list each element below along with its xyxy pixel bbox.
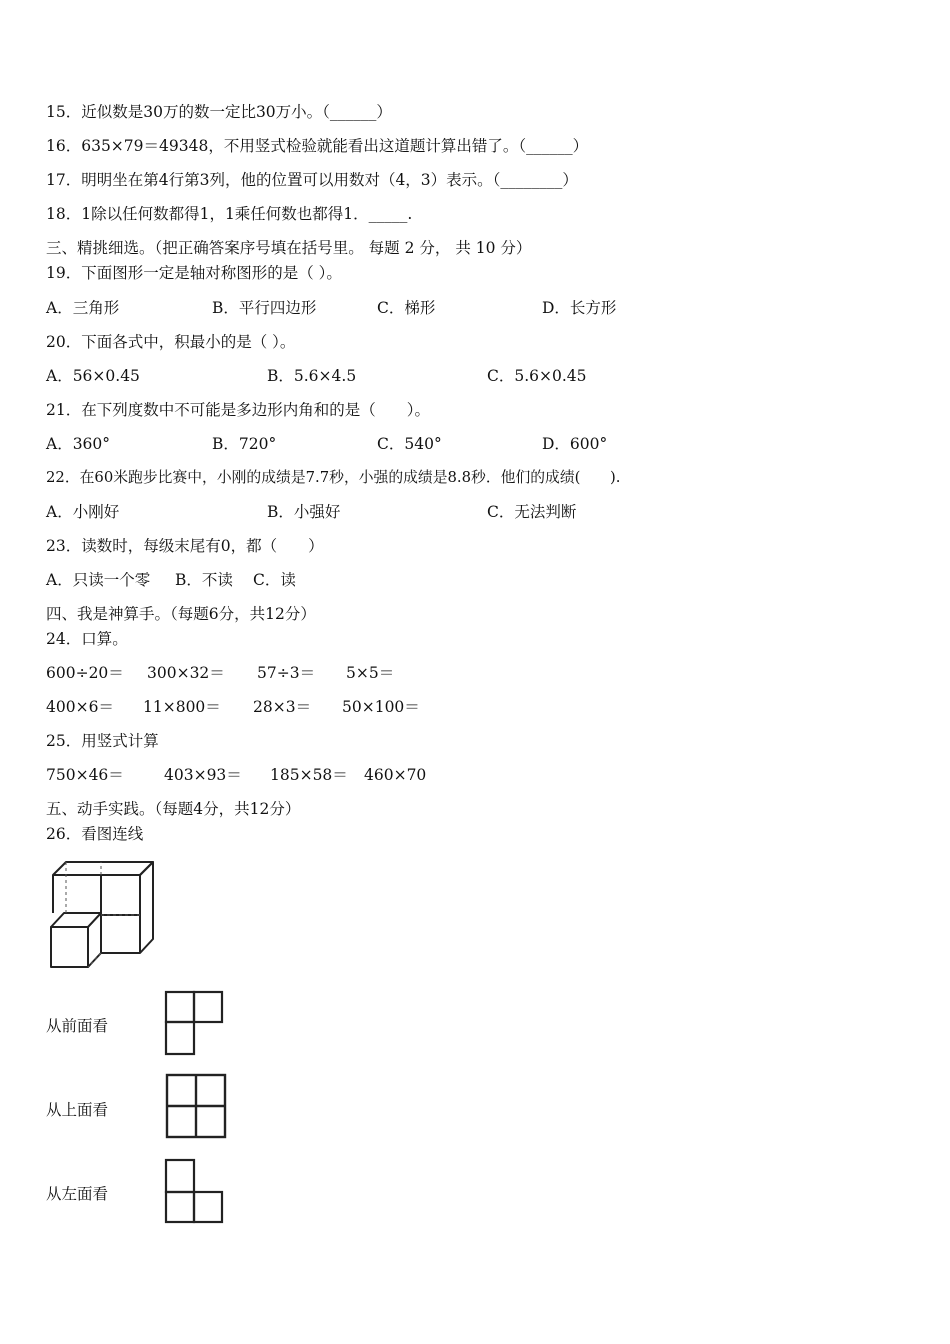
question-19-option-c: C．梯形 bbox=[377, 299, 436, 317]
mental-calc-item: 57÷3＝ bbox=[257, 664, 316, 682]
top-view-shape bbox=[162, 1071, 230, 1141]
question-22-option-c: C．无法判断 bbox=[487, 503, 577, 521]
vertical-calc-item: 403×93＝ bbox=[164, 766, 242, 784]
question-15: 15．近似数是30万的数一定比30万小。（______） bbox=[46, 103, 392, 121]
mental-calc-item: 300×32＝ bbox=[147, 664, 225, 682]
section-4-heading: 四、我是神算手。（每题6分，共12分） bbox=[46, 605, 316, 623]
question-21-option-b: B．720° bbox=[212, 435, 277, 453]
vertical-calc-item: 185×58＝ bbox=[270, 766, 348, 784]
question-22-option-a: A．小刚好 bbox=[46, 503, 120, 521]
question-19-option-a: A．三角形 bbox=[46, 299, 120, 317]
front-view-label: 从前面看 bbox=[46, 1017, 109, 1035]
question-25-stem: 25．用竖式计算 bbox=[46, 732, 159, 750]
question-20-option-a: A．56×0.45 bbox=[46, 367, 140, 385]
question-21-option-c: C．540° bbox=[377, 435, 442, 453]
question-19-stem: 19．下面图形一定是轴对称图形的是（ ）。 bbox=[46, 264, 342, 282]
question-23-stem: 23．读数时，每级末尾有0，都（ ） bbox=[46, 537, 324, 555]
cube-stack-figure bbox=[44, 855, 162, 973]
question-26-stem: 26．看图连线 bbox=[46, 825, 144, 843]
question-17: 17．明明坐在第4行第3列，他的位置可以用数对（4，3）表示。（________） bbox=[46, 171, 578, 189]
question-22-stem: 22．在60米跑步比赛中，小刚的成绩是7.7秒，小强的成绩是8.8秒．他们的成绩( ). bbox=[46, 469, 621, 486]
question-23-option-c: C．读 bbox=[253, 571, 296, 589]
question-20-option-c: C．5.6×0.45 bbox=[487, 367, 587, 385]
question-19-option-b: B．平行四边形 bbox=[212, 299, 317, 317]
left-view-shape bbox=[162, 1156, 228, 1226]
question-23-option-a: A．只读一个零 bbox=[46, 571, 151, 589]
question-21-option-d: D．600° bbox=[542, 435, 608, 453]
front-view-shape bbox=[162, 988, 226, 1058]
mental-calc-item: 400×6＝ bbox=[46, 698, 114, 716]
vertical-calc-item: 460×70 bbox=[364, 766, 427, 784]
question-20-option-b: B．5.6×4.5 bbox=[267, 367, 357, 385]
question-19-option-d: D．长方形 bbox=[542, 299, 617, 317]
mental-calc-item: 11×800＝ bbox=[143, 698, 221, 716]
question-21-stem: 21．在下列度数中不可能是多边形内角和的是（ ）。 bbox=[46, 401, 430, 419]
mental-calc-item: 5×5＝ bbox=[346, 664, 395, 682]
mental-calc-item: 50×100＝ bbox=[342, 698, 420, 716]
question-23-option-b: B．不读 bbox=[175, 571, 233, 589]
question-21-option-a: A．360° bbox=[46, 435, 111, 453]
question-18: 18．1除以任何数都得1，1乘任何数也都得1．_____. bbox=[46, 205, 413, 223]
question-24-stem: 24．口算。 bbox=[46, 630, 128, 648]
mental-calc-item: 28×3＝ bbox=[253, 698, 312, 716]
vertical-calc-item: 750×46＝ bbox=[46, 766, 124, 784]
question-20-stem: 20．下面各式中，积最小的是（ ）。 bbox=[46, 333, 296, 351]
question-16: 16．635×79＝49348，不用竖式检验就能看出这道题计算出错了。（______） bbox=[46, 137, 589, 155]
mental-calc-item: 600÷20＝ bbox=[46, 664, 124, 682]
section-3-heading: 三、精挑细选。（把正确答案序号填在括号里。 每题 2 分， 共 10 分） bbox=[46, 239, 532, 257]
section-5-heading: 五、动手实践。（每题4分，共12分） bbox=[46, 800, 301, 818]
left-view-label: 从左面看 bbox=[46, 1185, 109, 1203]
top-view-label: 从上面看 bbox=[46, 1101, 109, 1119]
question-22-option-b: B．小强好 bbox=[267, 503, 341, 521]
